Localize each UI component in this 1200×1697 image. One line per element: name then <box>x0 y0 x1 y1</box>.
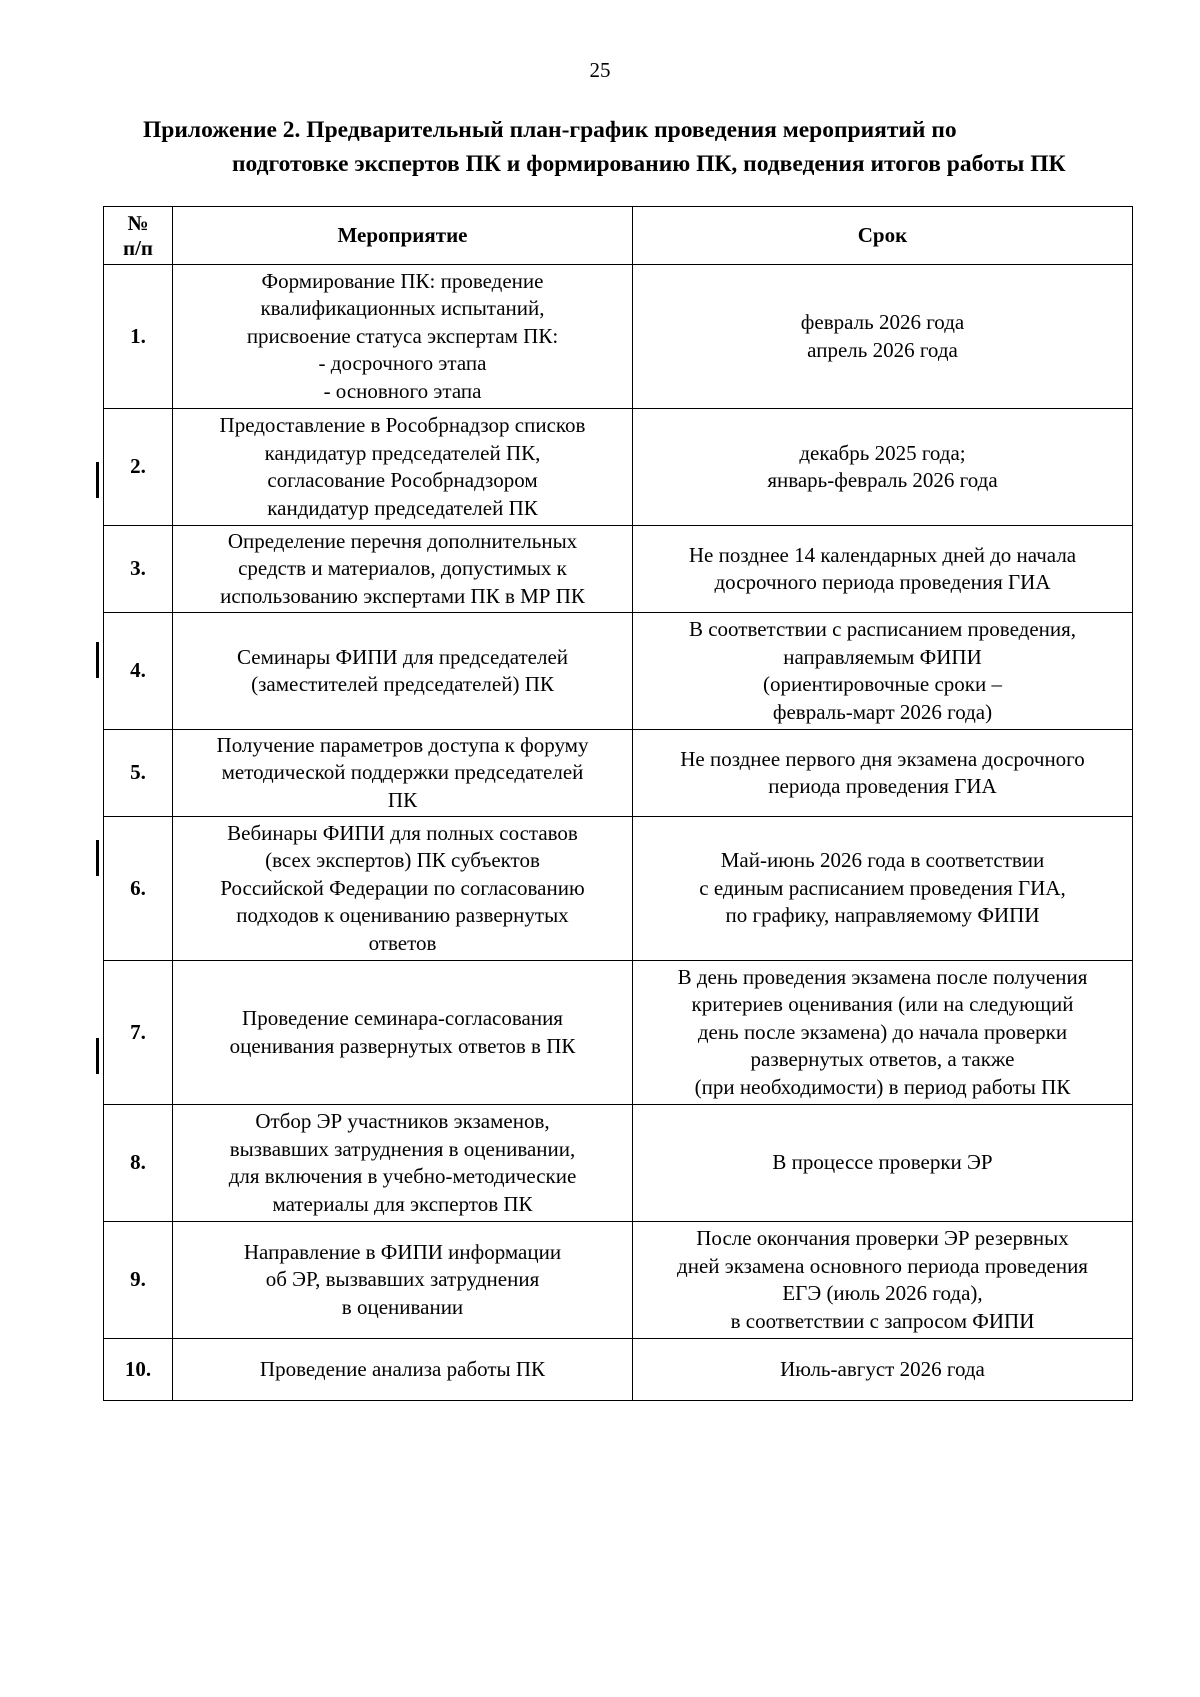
row-event <box>173 730 633 817</box>
term-line: Июль-август 2026 года <box>780 1356 985 1381</box>
table-row <box>104 1222 1133 1339</box>
term-line: апрель 2026 года <box>807 337 958 362</box>
event-line: Семинары ФИПИ для председателей <box>236 644 569 669</box>
event-line: (заместителей председателей) ПК <box>251 672 554 696</box>
term-line: В процессе проверки ЭР <box>772 1150 993 1175</box>
table-row <box>104 961 1133 1105</box>
term-line: ЕГЭ (июль 2026 года), <box>782 1281 983 1305</box>
term-line: После окончания проверки ЭР резервных <box>696 1226 1069 1250</box>
event-line: ответов <box>368 930 437 955</box>
header-num-line: п/п <box>122 235 154 260</box>
term-line: Не позднее 14 календарных дней до начала <box>688 542 1077 567</box>
event-line: вызвавших затруднения в оценивании, <box>229 1136 576 1161</box>
table-row <box>104 1105 1133 1222</box>
event-line: квалификационных испытаний, <box>260 296 545 321</box>
event-line: - досрочного этапа <box>318 351 487 376</box>
header-num <box>104 207 173 265</box>
term-line: февраль 2026 года <box>800 310 965 334</box>
event-line: средств и материалов, допустимых к <box>238 556 567 581</box>
row-term <box>633 1339 1133 1401</box>
event-line: - основного этапа <box>323 378 482 403</box>
row-term <box>633 265 1133 409</box>
row-event <box>173 409 633 526</box>
event-line: об ЭР, вызвавших затруднения <box>265 1267 540 1292</box>
page-number: 25 <box>589 58 611 82</box>
term-line: досрочного периода проведения ГИА <box>714 570 1051 594</box>
row-term <box>633 526 1133 613</box>
term-line: дней экзамена основного периода проведения <box>677 1253 1088 1278</box>
header-num-line: № <box>127 210 149 235</box>
event-line: материалы для экспертов ПК <box>272 1191 533 1216</box>
row-term <box>633 1222 1133 1339</box>
header-event: Мероприятие <box>173 207 633 265</box>
term-line: направляемым ФИПИ <box>783 644 982 669</box>
event-line: Формирование ПК: проведение <box>261 268 544 293</box>
event-line: Предоставление в Рособрнадзор списков <box>219 413 586 437</box>
title-line-1: Приложение 2. Предварительный план-график проведения мероприятий по <box>143 117 957 143</box>
event-line: Российской Федерации по согласованию <box>220 875 585 900</box>
row-event <box>173 1105 633 1222</box>
row-number: 3. <box>104 526 173 613</box>
row-term <box>633 730 1133 817</box>
row-event <box>173 961 633 1105</box>
row-term <box>633 817 1133 961</box>
event-line: присвоение статуса экспертам ПК: <box>246 323 559 348</box>
table-row <box>104 409 1133 526</box>
event-line: Получение параметров доступа к форуму <box>216 732 589 757</box>
margin-change-bar <box>96 642 99 678</box>
table-row <box>104 265 1133 409</box>
term-line: день после экзамена) до начала проверки <box>697 1019 1068 1044</box>
margin-change-bar <box>96 1038 99 1074</box>
row-number: 6. <box>104 817 173 961</box>
event-line: Отбор ЭР участников экзаменов, <box>255 1109 550 1133</box>
row-number: 2. <box>104 409 173 526</box>
title-line-2: подготовке экспертов ПК и формированию ПК, подведения итогов работы ПК <box>232 151 1066 177</box>
term-line: январь-февраль 2026 года <box>767 468 998 492</box>
event-line: согласование Рособрнадзором <box>267 468 538 492</box>
event-line: Проведение анализа работы ПК <box>259 1356 546 1381</box>
table-row <box>104 613 1133 730</box>
event-line: Проведение семинара-согласования <box>242 1006 563 1030</box>
margin-change-bar <box>96 840 99 876</box>
event-line: Направление в ФИПИ информации <box>243 1239 562 1264</box>
appendix-title <box>0 113 1200 181</box>
row-term <box>633 613 1133 730</box>
term-line: Не позднее первого дня экзамена досрочного <box>680 746 1085 771</box>
row-number: 8. <box>104 1105 173 1222</box>
row-event <box>173 1222 633 1339</box>
event-line: подходов к оцениванию развернутых <box>236 903 569 928</box>
row-number: 1. <box>104 265 173 409</box>
event-line: методической поддержки председателей <box>221 760 584 785</box>
term-line: развернутых ответов, а также <box>750 1047 1015 1072</box>
table-row <box>104 730 1133 817</box>
term-line: декабрь 2025 года; <box>799 440 966 465</box>
term-line: В соответствии с расписанием проведения, <box>688 617 1077 641</box>
term-line: в соответствии с запросом ФИПИ <box>730 1308 1035 1333</box>
term-line: периода проведения ГИА <box>768 774 997 798</box>
row-number: 7. <box>104 961 173 1105</box>
term-line: по графику, направляемому ФИПИ <box>725 903 1040 928</box>
term-line: февраль-март 2026 года) <box>772 699 993 724</box>
event-line: Определение перечня дополнительных <box>227 528 578 553</box>
table-row <box>104 526 1133 613</box>
event-line: оценивания развернутых ответов в ПК <box>229 1033 576 1058</box>
event-line: кандидатур председателей ПК <box>267 495 538 520</box>
row-number: 5. <box>104 730 173 817</box>
term-line: (при необходимости) в период работы ПК <box>694 1074 1071 1099</box>
term-line: Май-июнь 2026 года в соответствии <box>720 848 1045 873</box>
row-number: 9. <box>104 1222 173 1339</box>
row-event <box>173 613 633 730</box>
table-row <box>104 817 1133 961</box>
event-line: кандидатур председателей ПК, <box>264 440 541 465</box>
term-line: В день проведения экзамена после получения <box>677 964 1088 989</box>
row-event <box>173 265 633 409</box>
row-term <box>633 1105 1133 1222</box>
event-line: (всех экспертов) ПК субъектов <box>265 848 540 873</box>
header-term: Срок <box>633 207 1133 265</box>
event-line: для включения в учебно-методические <box>228 1164 577 1188</box>
row-event <box>173 817 633 961</box>
term-line: (ориентировочные сроки – <box>763 672 1002 696</box>
row-term <box>633 409 1133 526</box>
row-event <box>173 526 633 613</box>
table-row <box>104 1339 1133 1401</box>
row-term <box>633 961 1133 1105</box>
row-number: 10. <box>104 1339 173 1401</box>
schedule-table <box>103 206 1133 1401</box>
table-header-row <box>104 207 1133 265</box>
term-line: с единым расписанием проведения ГИА, <box>699 875 1066 900</box>
event-line: использованию экспертами ПК в МР ПК <box>220 583 585 608</box>
row-number: 4. <box>104 613 173 730</box>
event-line: ПК <box>387 787 418 812</box>
event-line: Вебинары ФИПИ для полных составов <box>227 820 578 845</box>
event-line: в оценивании <box>341 1294 464 1319</box>
term-line: критериев оценивания (или на следующий <box>691 992 1074 1017</box>
margin-change-bar <box>96 462 99 498</box>
row-event <box>173 1339 633 1401</box>
